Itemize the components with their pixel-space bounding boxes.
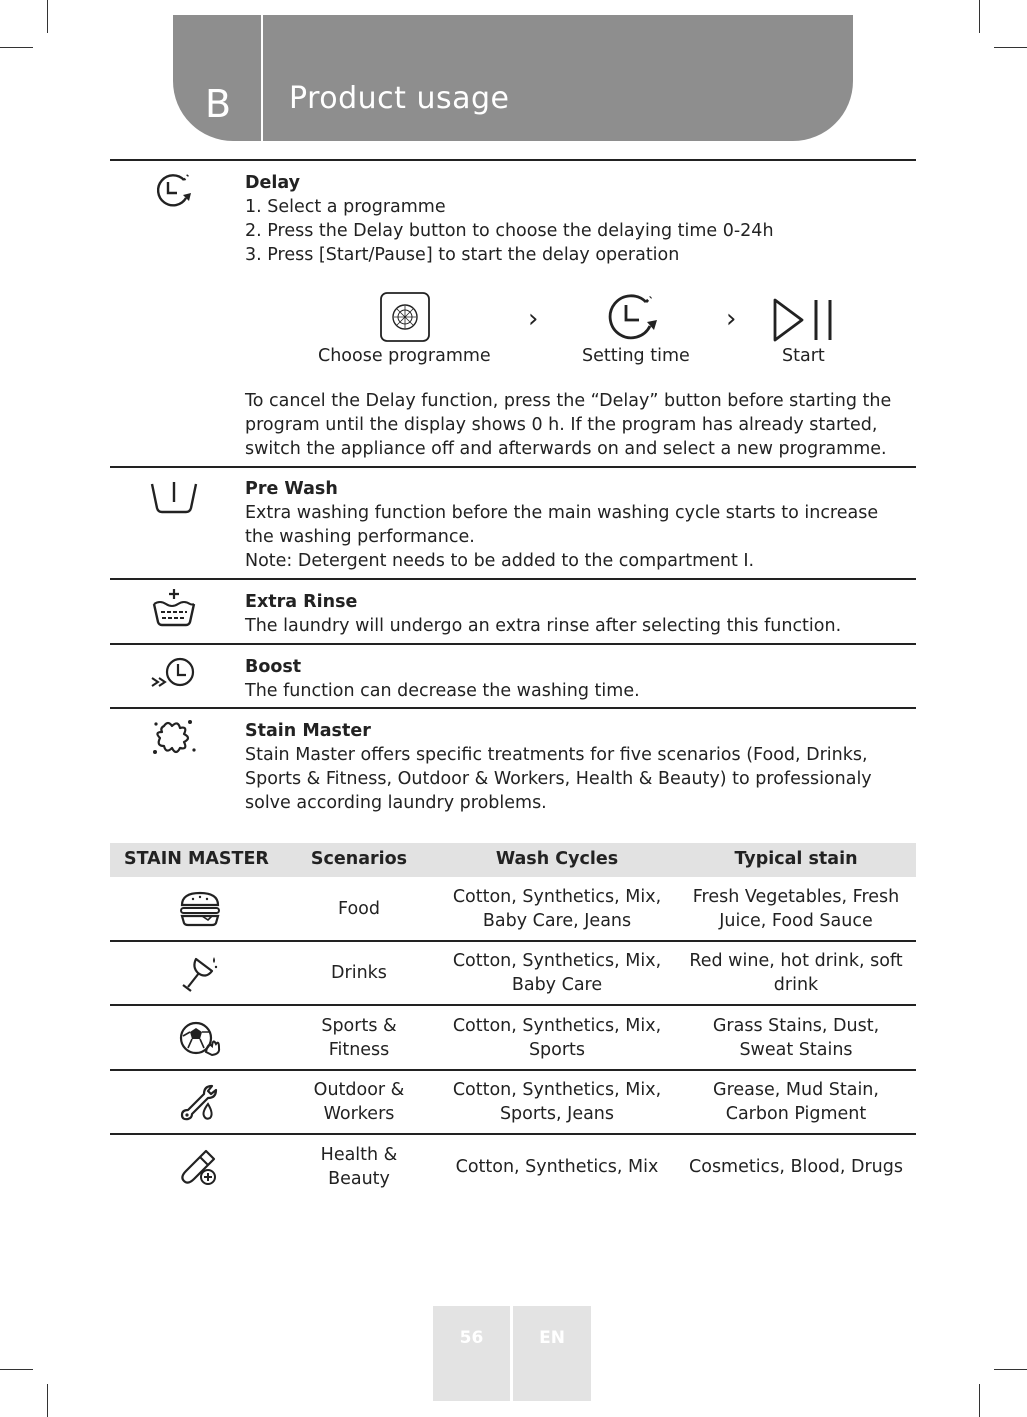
text-line: Note: Detergent needs to be added to the compartment I. xyxy=(245,551,755,571)
programme-dial-icon xyxy=(380,292,430,342)
language-text: EN xyxy=(539,1328,565,1348)
stain-splash-icon xyxy=(150,716,198,760)
text-line: The function can decrease the washing time. xyxy=(245,681,640,701)
cell-line: Cotton, Synthetics, Mix, xyxy=(452,1080,662,1100)
section-title: Boost xyxy=(245,657,302,677)
cell-line: Sweat Stains xyxy=(739,1040,853,1060)
page-number-text: 56 xyxy=(459,1328,484,1348)
chevron-right-icon: › xyxy=(528,304,539,334)
crop-mark xyxy=(47,1384,48,1417)
crop-mark xyxy=(0,1369,33,1370)
prewash-section xyxy=(245,477,915,573)
lipstick-icon xyxy=(178,1147,222,1187)
typical-stain-cell xyxy=(680,877,912,941)
scenario-cell xyxy=(290,941,428,1005)
row-icon-cell xyxy=(110,1070,290,1134)
cell-line: Drinks xyxy=(331,963,387,983)
crop-mark xyxy=(979,0,980,33)
scenario-cell xyxy=(290,1006,428,1070)
typical-stain-cell xyxy=(680,1006,912,1070)
cell-line: Outdoor & xyxy=(313,1080,405,1100)
cell-line: Sports & xyxy=(321,1016,397,1036)
section-divider xyxy=(110,643,916,645)
wine-glass-icon xyxy=(178,953,222,993)
table-row xyxy=(110,877,916,941)
cell-line: drink xyxy=(773,975,819,995)
column-header: STAIN MASTER xyxy=(124,849,269,869)
text-line: Stain Master offers specific treatments for five scenarios (Food, Drinks, xyxy=(245,745,868,765)
crop-mark xyxy=(979,1384,980,1417)
table-row xyxy=(110,1070,916,1134)
section-divider xyxy=(110,466,916,468)
chevron-right-icon: › xyxy=(726,304,737,334)
extra-rinse-section xyxy=(245,590,915,638)
section-title: Extra Rinse xyxy=(245,592,358,612)
cell-line: Red wine, hot drink, soft xyxy=(689,951,903,971)
column-header: Typical stain xyxy=(734,849,858,869)
chapter-title: Product usage xyxy=(289,81,510,116)
section-divider xyxy=(110,707,916,709)
chapter-header xyxy=(173,15,853,141)
section-divider xyxy=(110,159,916,161)
stain-table-header xyxy=(110,843,916,877)
text-line: The laundry will undergo an extra rinse after selecting this function. xyxy=(245,616,842,636)
cell-line: Grease, Mud Stain, xyxy=(713,1080,879,1100)
text-line: 3. Press [Start/Pause] to start the delay operation xyxy=(245,245,680,265)
column-header: Scenarios xyxy=(310,849,408,869)
text-line: switch the appliance off and afterwards on and select a new programme. xyxy=(245,439,887,459)
text-line: solve according laundry problems. xyxy=(245,793,547,813)
section-title: Pre Wash xyxy=(245,479,338,499)
cell-line: Cotton, Synthetics, Mix, xyxy=(452,887,662,907)
text-line: To cancel the Delay function, press the “Delay” button before starting the xyxy=(245,391,892,411)
delay-cancel-note xyxy=(245,389,915,461)
cell-line: Grass Stains, Dust, xyxy=(712,1016,880,1036)
text-line: the washing performance. xyxy=(245,527,475,547)
cell-line: Cotton, Synthetics, Mix xyxy=(455,1157,659,1177)
step-label: Choose programme xyxy=(318,346,491,366)
text-line: 1. Select a programme xyxy=(245,197,446,217)
column-header: Wash Cycles xyxy=(495,849,619,869)
typical-stain-cell xyxy=(680,1070,912,1134)
cell-line: Cotton, Synthetics, Mix, xyxy=(452,951,662,971)
cell-line: Baby Care xyxy=(511,975,603,995)
chapter-letter: B xyxy=(205,82,232,126)
text-line: 2. Press the Delay button to choose the delaying time 0-24h xyxy=(245,221,774,241)
typical-stain-cell xyxy=(680,1135,912,1199)
section-title: Delay xyxy=(245,173,301,193)
scenario-cell xyxy=(290,1070,428,1134)
setting-time-clock-icon xyxy=(606,292,662,342)
table-row xyxy=(110,1135,916,1199)
crop-mark xyxy=(0,47,33,48)
table-row xyxy=(110,1006,916,1070)
cell-line: Sports xyxy=(528,1040,586,1060)
prewash-tub-icon xyxy=(150,476,198,520)
boost-section xyxy=(245,655,915,703)
cell-line: Health & xyxy=(320,1145,398,1165)
wash-cycles-cell xyxy=(440,1006,674,1070)
wash-cycles-cell xyxy=(440,941,674,1005)
crop-mark xyxy=(994,47,1027,48)
step-label: Setting time xyxy=(582,346,690,366)
header-divider xyxy=(261,15,263,141)
wrench-drop-icon xyxy=(178,1082,222,1122)
language-tab xyxy=(513,1306,591,1401)
scenario-cell xyxy=(290,877,428,941)
burger-icon xyxy=(178,889,222,929)
cell-line: Cosmetics, Blood, Drugs xyxy=(689,1157,903,1177)
row-icon-cell xyxy=(110,1006,290,1070)
start-pause-icon xyxy=(772,298,834,342)
wash-cycles-cell xyxy=(440,1135,674,1199)
wash-cycles-cell xyxy=(440,1070,674,1134)
cell-line: Fresh Vegetables, Fresh xyxy=(692,887,900,907)
cell-line: Beauty xyxy=(328,1169,390,1189)
page-number xyxy=(433,1306,510,1401)
table-row xyxy=(110,941,916,1005)
stain-master-section xyxy=(245,719,915,815)
typical-stain-cell xyxy=(680,941,912,1005)
extra-rinse-tub-icon xyxy=(150,588,198,632)
cell-line: Food xyxy=(338,899,380,919)
cell-line: Workers xyxy=(323,1104,395,1124)
row-icon-cell xyxy=(110,1135,290,1199)
crop-mark xyxy=(994,1369,1027,1370)
cell-line: Baby Care, Jeans xyxy=(482,911,632,931)
football-icon xyxy=(178,1018,222,1058)
text-line: Extra washing function before the main washing cycle starts to increase xyxy=(245,503,879,523)
cell-line: Sports, Jeans xyxy=(499,1104,615,1124)
row-icon-cell xyxy=(110,877,290,941)
row-icon-cell xyxy=(110,941,290,1005)
text-line: Sports & Fitness, Outdoor & Workers, Health & Beauty) to professionaly xyxy=(245,769,872,789)
step-label: Start xyxy=(782,346,825,366)
cell-line: Juice, Food Sauce xyxy=(719,911,873,931)
cell-line: Cotton, Synthetics, Mix, xyxy=(452,1016,662,1036)
delay-clock-icon xyxy=(150,168,198,212)
delay-section xyxy=(245,171,915,267)
scenario-cell xyxy=(290,1135,428,1199)
wash-cycles-cell xyxy=(440,877,674,941)
section-title: Stain Master xyxy=(245,721,371,741)
section-divider xyxy=(110,578,916,580)
boost-clock-icon xyxy=(150,652,198,696)
cell-line: Fitness xyxy=(328,1040,390,1060)
delay-steps xyxy=(300,290,860,380)
text-line: program until the display shows 0 h. If the program has already started, xyxy=(245,415,878,435)
cell-line: Carbon Pigment xyxy=(725,1104,867,1124)
crop-mark xyxy=(47,0,48,33)
